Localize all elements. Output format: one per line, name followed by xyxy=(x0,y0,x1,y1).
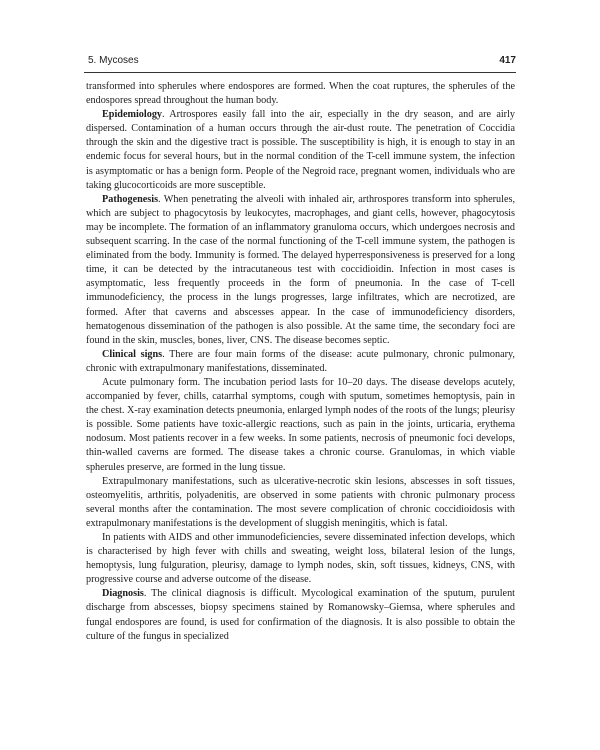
paragraph-extrapulmonary xyxy=(86,475,515,531)
paragraph-text: Acute pulmonary form. The incubation period lasts for 10–20 days. The disease develops acutely, accompanied by fever, chills, catarrhal symptoms, cough with sputum, sometimes hemoptysis, pain in the chest. X-ray examination detects pneumonia, enlarged lymph nodes of the roots of the lungs; pleurisy is possible. Some patients have toxic-allergic reactions, such as pain in the joints, urticaria, erythema nodosum. Most patients recover in a few weeks. In some patients, necrosis of pneumonic foci develops, thin-walled caverns are formed. The disease takes a chronic course. Granulomas, in which viable spherules preserve, are formed in the lung tissue. xyxy=(86,376,515,473)
body-text xyxy=(86,80,515,644)
paragraph-acute-pulmonary xyxy=(86,376,515,475)
paragraph-diagnosis xyxy=(86,587,515,643)
paragraph-text: In patients with AIDS and other immunodeficiencies, severe disseminated infection develops, which is characterised by high fever with chills and sweating, weight loss, bilateral lesion of the lungs, hemoptysis, lung fulguration, pleurisy, damage to lymph nodes, skin, soft tissues, kidneys, CNS, with progressive course and adverse outcome of the disease. xyxy=(86,532,515,586)
running-header xyxy=(84,50,516,70)
header-rule xyxy=(84,72,516,73)
paragraph-text: Extrapulmonary manifestations, such as ulcerative-necrotic skin lesions, abscesses in soft tissues, osteomyelitis, arthritis, polyadenitis, are observed in some patients with chronic pulmonary process several months after the contamination. The most severe complication of chronic coccidioidosis with extrapulmonary manifestations is the development of sluggish meningitis, which is fatal. xyxy=(86,475,515,529)
page-number: 417 xyxy=(499,55,516,66)
paragraph xyxy=(86,80,515,108)
paragraph-text: . When penetrating the alveoli with inhaled air, arthrospores transform into spherules, which are subject to phagocytosis by leukocytes, macrophages, and giant cells, however, phagocytosis may be incomplete. The formation of an inflammatory granuloma occurs, which undergoes necrosis and subsequent scarring. In the case of the normal functioning of the T-cell immune system, the pathogen is eliminated from the body. Immunity is formed. The delayed hyperresponsiveness is preserved for a long time, it can be detected by the intracutaneous test with coccidioidin. Infection in most cases is asymptomatic, less frequently proceeds in the form of pneumonia. In the case of T-cell immunodeficiency, the process in the lungs progresses, large infiltrates, which are necrotized, are formed. After that caverns and abscesses appear. In the case of immunodeficiency disorders, hematogenous dissemination of the pathogen is also possible. At the same time, the secondary foci are found in the skin, muscles, bones, liver, CNS. The disease becomes septic. xyxy=(86,193,515,346)
paragraph-aids xyxy=(86,531,515,587)
paragraph-heading: Pathogenesis xyxy=(102,193,159,205)
chapter-title: 5. Mycoses xyxy=(88,55,139,66)
paragraph-text: . Artrospores easily fall into the air, especially in the dry season, and are airly dispersed. Contamination of a human occurs through the air-dust route. The penetration of Coccidia through the skin and the digestive tract is possible. The susceptibility is high, it is enough to stay in an endemic focus for several hours, but in the normal condition of the T-cell immune system, the infection is asymptomatic or has a benign form. People of the Negroid race, pregnant women, individuals who are taking glucocorticoids are more susceptible. xyxy=(86,109,515,191)
paragraph-heading: Epidemiology xyxy=(102,109,163,121)
paragraph-heading: Diagnosis xyxy=(102,588,144,600)
paragraph-clinical-signs xyxy=(86,348,515,376)
paragraph-text: transformed into spherules where endospores are formed. When the coat ruptures, the spherules of the endospores spread throughout the human body. xyxy=(86,81,515,107)
paragraph-text: . The clinical diagnosis is difficult. Mycological examination of the sputum, purulent discharge from abscesses, biopsy specimens stained by Romanowsky–Giemsa, where spherules and fungal endospores are found, is used for confirmation of the diagnosis. It is also possible to obtain the culture of the fungus in specialized xyxy=(86,588,515,642)
paragraph-heading: Clinical signs xyxy=(102,348,163,360)
paragraph-pathogenesis xyxy=(86,193,515,348)
paragraph-text: . There are four main forms of the disease: acute pulmonary, chronic pulmonary, chronic with extrapulmonary manifestations, disseminated. xyxy=(86,348,515,374)
paragraph-epidemiology xyxy=(86,108,515,193)
